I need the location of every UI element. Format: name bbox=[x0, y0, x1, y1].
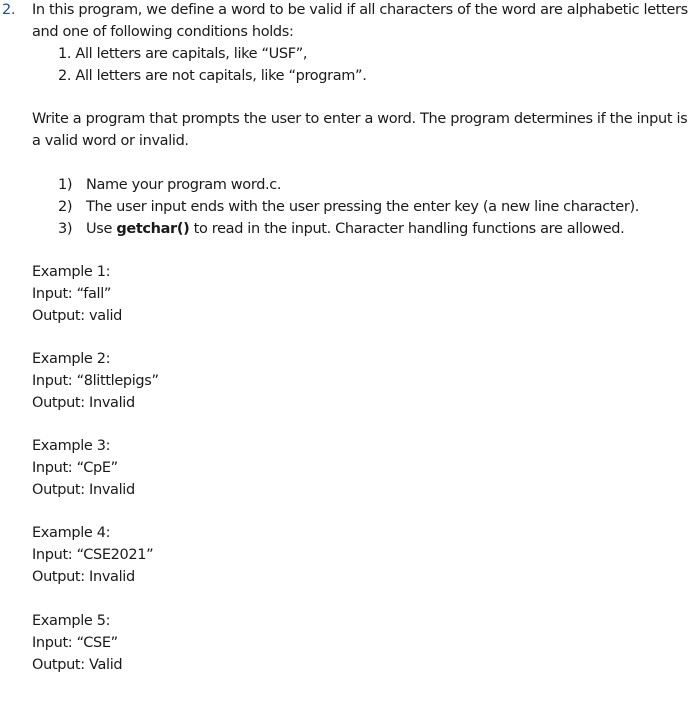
getchar-code: getchar() bbox=[116, 221, 190, 237]
intro-line-2: and one of following conditions holds: bbox=[32, 24, 294, 40]
example-1-title: Example 1: bbox=[32, 264, 111, 280]
example-3-output: Output: Invalid bbox=[32, 482, 135, 498]
example-1-output: Output: valid bbox=[32, 308, 123, 324]
example-2-output: Output: Invalid bbox=[32, 395, 135, 411]
condition-2: 2. All letters are not capitals, like “program”. bbox=[58, 68, 367, 84]
example-5-output: Output: Valid bbox=[32, 657, 123, 673]
example-2-title: Example 2: bbox=[32, 351, 111, 367]
example-5-title: Example 5: bbox=[32, 613, 111, 629]
example-3-title: Example 3: bbox=[32, 438, 111, 454]
requirement-3-marker: 3) bbox=[58, 221, 73, 237]
example-1-input: Input: “fall” bbox=[32, 286, 112, 302]
requirement-3-suffix: to read in the input. Character handling functions are allowed. bbox=[189, 221, 625, 237]
example-5-input: Input: “CSE” bbox=[32, 635, 118, 651]
example-4-input: Input: “CSE2021” bbox=[32, 547, 154, 563]
example-4-output: Output: Invalid bbox=[32, 569, 135, 585]
requirement-3-prefix: Use bbox=[86, 221, 117, 237]
task-line-2: a valid word or invalid. bbox=[32, 133, 189, 149]
condition-1: 1. All letters are capitals, like “USF”, bbox=[58, 46, 308, 62]
requirement-1-text: Name your program word.c. bbox=[86, 177, 282, 193]
example-2-input: Input: “8littlepigs” bbox=[32, 373, 159, 389]
requirement-3-text bbox=[86, 219, 624, 239]
requirement-2-marker: 2) bbox=[58, 199, 73, 215]
intro-line-1: In this program, we define a word to be valid if all characters of the word are alphabetic letters bbox=[32, 2, 688, 18]
question-number: 2. bbox=[2, 2, 16, 18]
example-4-title: Example 4: bbox=[32, 525, 111, 541]
requirement-1-marker: 1) bbox=[58, 177, 73, 193]
task-line-1: Write a program that prompts the user to enter a word. The program determines if the input is bbox=[32, 111, 688, 127]
example-3-input: Input: “CpE” bbox=[32, 460, 118, 476]
requirement-2-text: The user input ends with the user pressing the enter key (a new line character). bbox=[86, 199, 640, 215]
